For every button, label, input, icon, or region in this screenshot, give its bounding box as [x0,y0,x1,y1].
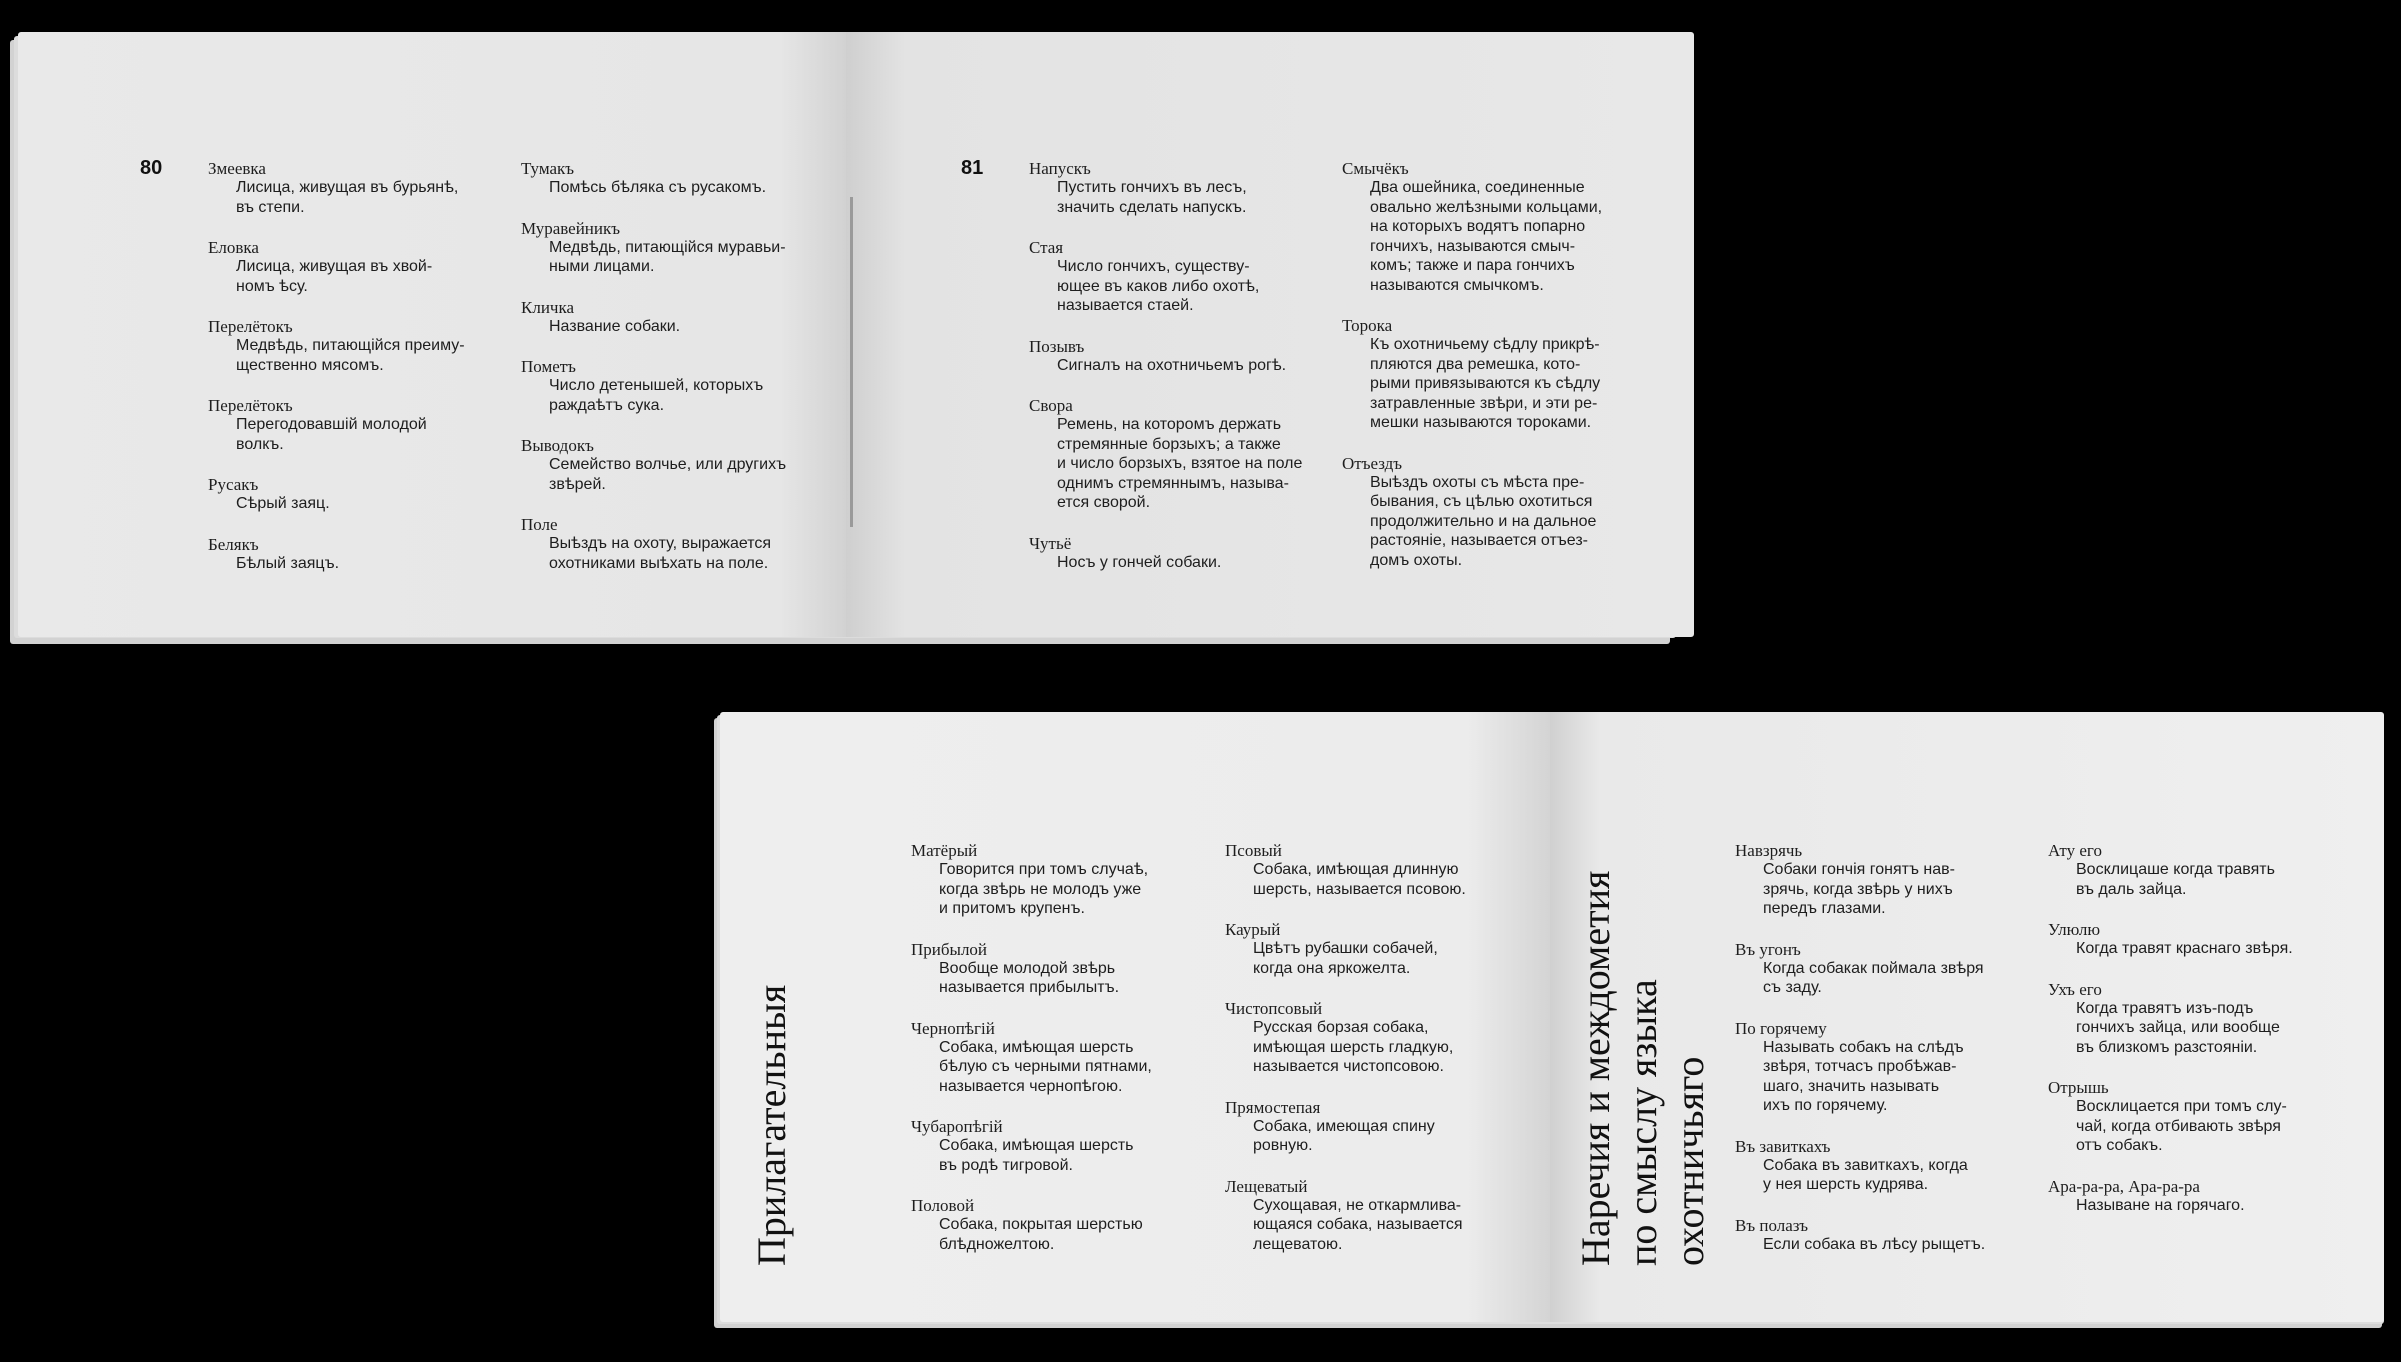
entry-definition: Вообще молодой звѣрь называется прибылытъ. [939,959,1120,996]
glossary-entry [521,436,821,494]
glossary-entry [521,159,821,198]
entry-term: Стая [1029,238,1064,257]
entry-definition: Помѣсь бѣляка съ русакомъ. [549,179,767,196]
entry-term: Муравейникъ [521,218,621,238]
entry-term: Каурый [1225,920,1281,939]
entry-definition: Называне на горячаго. [2076,1196,2245,1214]
glossary-entry [911,1019,1211,1097]
entry-definition: Пустить гончихъ въ лесъ, значить сделать напускъ. [1057,179,1247,216]
glossary-entry [1029,396,1329,513]
entry-term: Лещеватый [1225,1176,1308,1196]
page-81 [846,32,1694,637]
entry-term: Напускъ [1029,159,1091,178]
glossary-column [1735,841,2035,1275]
entry-definition: Цвѣтъ рубашки собачей, когда она яркожелта. [1253,940,1438,977]
entry-term: Ухъ его [2048,979,2102,999]
glossary-column [208,159,508,594]
entry-definition: Когда собакак поймала звѣря съ заду. [1763,959,1984,996]
entry-definition: Восклицаше когда травять въ даль зайца. [2076,861,2275,898]
book-spread-bottom [720,712,2384,1322]
glossary-entry [521,219,821,277]
entry-definition: Ремень, на которомъ держать стремянные борзыхъ; а также и число борзыхъ, взятое на поле однимъ стремяннымъ, называ- ется сворой. [1057,416,1303,511]
glossary-entry [2048,1177,2348,1216]
entry-term: Псовый [1225,841,1282,860]
entry-definition: Число гончихъ, существу- ющее въ каков либо охотѣ, называется стаей. [1057,258,1260,314]
entry-term: Навзрячь [1735,841,1803,860]
entry-definition: Медвѣдь, питающійся муравьи- ными лицами. [549,238,786,275]
entry-term: Въ угонъ [1735,939,1801,959]
entry-term: Белякъ [208,534,259,554]
entry-definition: Число детенышей, которыхъ раждаѣтъ сука. [549,377,764,414]
glossary-column [521,159,821,594]
glossary-entry [521,515,821,573]
entry-definition: Лисица, живущая въ хвой- номъ ѣсу. [236,258,433,295]
glossary-entry [1342,159,1642,295]
entry-term: Прибылой [911,939,988,959]
entry-definition: Медвѣдь, питающійся преиму- щественно мясомъ. [236,337,465,374]
glossary-entry [208,535,508,574]
glossary-entry [1225,920,1525,978]
entry-term: Чутьё [1029,533,1072,553]
glossary-entry [2048,980,2348,1058]
binding-thread [850,197,853,527]
entry-definition: Когда травят краснаго звѣря. [2076,940,2293,957]
glossary-column [1225,841,1525,1275]
entry-definition: Собака, имѣющая шерсть бѣлую съ черными пятнами, называется чернопѣгою. [939,1038,1152,1095]
glossary-entry [1225,999,1525,1077]
entry-definition: Лисица, живущая въ бурьянѣ, въ степи. [236,179,459,216]
glossary-column [1342,159,1642,591]
glossary-entry [2048,920,2348,959]
section-title: Прилагательныя [749,984,794,1266]
glossary-entry [208,317,508,375]
glossary-entry [1342,316,1642,433]
entry-definition: Сухощавая, не откармлива- ющаяся собака, называется лещеватою. [1253,1196,1463,1253]
glossary-entry [208,475,508,514]
entry-definition: Говорится при томъ случаѣ, когда звѣрь не молодъ уже и притомъ крупенъ. [939,861,1149,917]
glossary-entry [1029,238,1329,316]
entry-term: Русакъ [208,475,259,494]
entry-term: Улюлю [2048,920,2101,939]
glossary-entry [1735,940,2035,998]
entry-definition: Собаки гончія гонятъ нав- зрячь, когда звѣрь у нихъ передъ глазами. [1763,861,1955,917]
entry-term: Отрышь [2048,1078,2109,1097]
entry-term: Пометъ [521,357,576,376]
entry-definition: Восклицается при томъ слу- чай, когда отбивають звѣря отъ собакъ. [2076,1098,2287,1154]
page-number: 81 [961,157,984,179]
glossary-entry [2048,841,2348,899]
glossary-entry [208,159,508,217]
entry-term: Позывъ [1029,336,1085,356]
glossary-entry [1735,1137,2035,1195]
entry-term: Чернопѣгій [911,1018,995,1038]
entry-term: Въ завиткахъ [1735,1136,1831,1156]
entry-term: Матёрый [911,841,978,860]
entry-definition: Русская борзая собака, имѣющая шерсть гладкую, называется чистопсовою. [1253,1019,1454,1075]
entry-definition: Когда травятъ изъ-подъ гончихъ зайца, или вообще въ близкомъ разстояніи. [2076,999,2280,1056]
entry-definition: Собака, имѣющая длинную шерсть, называется псовою. [1253,861,1466,898]
entry-definition: Семейство волчье, или другихъ звѣрей. [549,456,787,493]
glossary-entry [521,357,821,415]
entry-definition: Называть собакъ на слѣдъ звѣря, тотчасъ пробѣжав- шаго, значить называть ихъ по горячему. [1763,1038,1964,1114]
entry-definition: Сѣрый заяц. [236,495,330,512]
glossary-column [1029,159,1329,593]
glossary-entry [1225,841,1525,899]
entry-term: Прямостепая [1225,1097,1321,1117]
glossary-entry [208,396,508,454]
entry-definition: Собака, имѣющая шерсть въ родѣ тигровой. [939,1137,1134,1174]
glossary-column [2048,841,2348,1236]
glossary-entry [521,298,821,337]
entry-definition: Собака въ завиткахъ, когда у нея шерсть кудрява. [1763,1156,1968,1193]
entry-term: Въ полазъ [1735,1215,1808,1235]
page-adjectives [720,712,1550,1322]
glossary-entry [1029,159,1329,217]
entry-definition: Собака, имеющая спину ровную. [1253,1117,1435,1154]
section-title: Наречия и междометия по смыслу языка охотничьяго [1573,870,1712,1266]
entry-term: Тумакъ [521,159,575,178]
glossary-entry [1735,1019,2035,1116]
glossary-entry [911,1196,1211,1254]
page-number: 80 [140,157,163,179]
entry-term: Торока [1342,316,1393,335]
glossary-entry [1225,1177,1525,1255]
glossary-entry [1735,1216,2035,1255]
entry-definition: Носъ у гончей собаки. [1057,553,1222,571]
entry-definition: Бѣлый заяцъ. [236,554,340,572]
entry-term: Еловка [208,238,259,257]
entry-definition: Два ошейника, соединенные овально желѣзными кольцами, на которыхъ водятъ попарно гончихъ, называются смыч- комъ; также и пара гончихъ называются смычкомъ. [1370,179,1603,294]
entry-term: Смычёкъ [1342,159,1409,178]
entry-definition: Выѣздъ охоты съ мѣста пре- бывания, съ цѣлью охотиться продолжительно и на дальное растояніе, называется отъез- домъ охоты. [1370,473,1597,569]
glossary-entry [1225,1098,1525,1156]
glossary-entry [208,238,508,296]
glossary-entry [2048,1078,2348,1156]
entry-definition: Выѣздъ на охоту, выражается охотниками выѣхать на поле. [549,535,772,572]
entry-term: Половой [911,1196,975,1215]
entry-term: По горячему [1735,1018,1827,1038]
entry-term: Змеевка [208,159,266,178]
entry-definition: Название собаки. [549,317,681,335]
entry-definition: Собака, покрытая шерстью блѣдножелтою. [939,1216,1143,1253]
glossary-entry [911,841,1211,919]
entry-definition: Если собака въ лѣсу рыщетъ. [1763,1235,1986,1253]
entry-definition: Къ охотничьему сѣдлу прикрѣ- пляются два ремешка, кото- рыми привязываются къ сѣдлу затравленные звѣри, и эти ре- мешки называются тороками. [1370,336,1601,431]
entry-definition: Перегодовавшій молодой волкъ. [236,416,427,453]
entry-definition: Сигналъ на охотничьемъ рогѣ. [1057,356,1287,374]
entry-term: Кличка [521,297,575,317]
entry-term: Перелётокъ [208,317,293,336]
glossary-entry [1029,337,1329,376]
glossary-column [911,841,1211,1275]
entry-term: Свора [1029,396,1073,415]
page-80 [18,32,846,637]
entry-term: Перелётокъ [208,396,293,415]
entry-term: Ара-ра-ра, Ара-ра-ра [2048,1176,2200,1196]
entry-term: Поле [521,515,558,534]
entry-term: Ату его [2048,841,2102,860]
entry-term: Чубаропѣгій [911,1117,1003,1136]
entry-term: Выводокъ [521,436,594,455]
glossary-entry [1735,841,2035,919]
entry-term: Чистопсовый [1225,999,1323,1018]
glossary-entry [911,1117,1211,1175]
glossary-entry [1342,454,1642,571]
book-spread-top [18,32,1676,637]
page-adverbs-interjections [1550,712,2384,1322]
entry-term: Отъездъ [1342,453,1403,473]
glossary-entry [911,940,1211,998]
glossary-entry [1029,534,1329,573]
